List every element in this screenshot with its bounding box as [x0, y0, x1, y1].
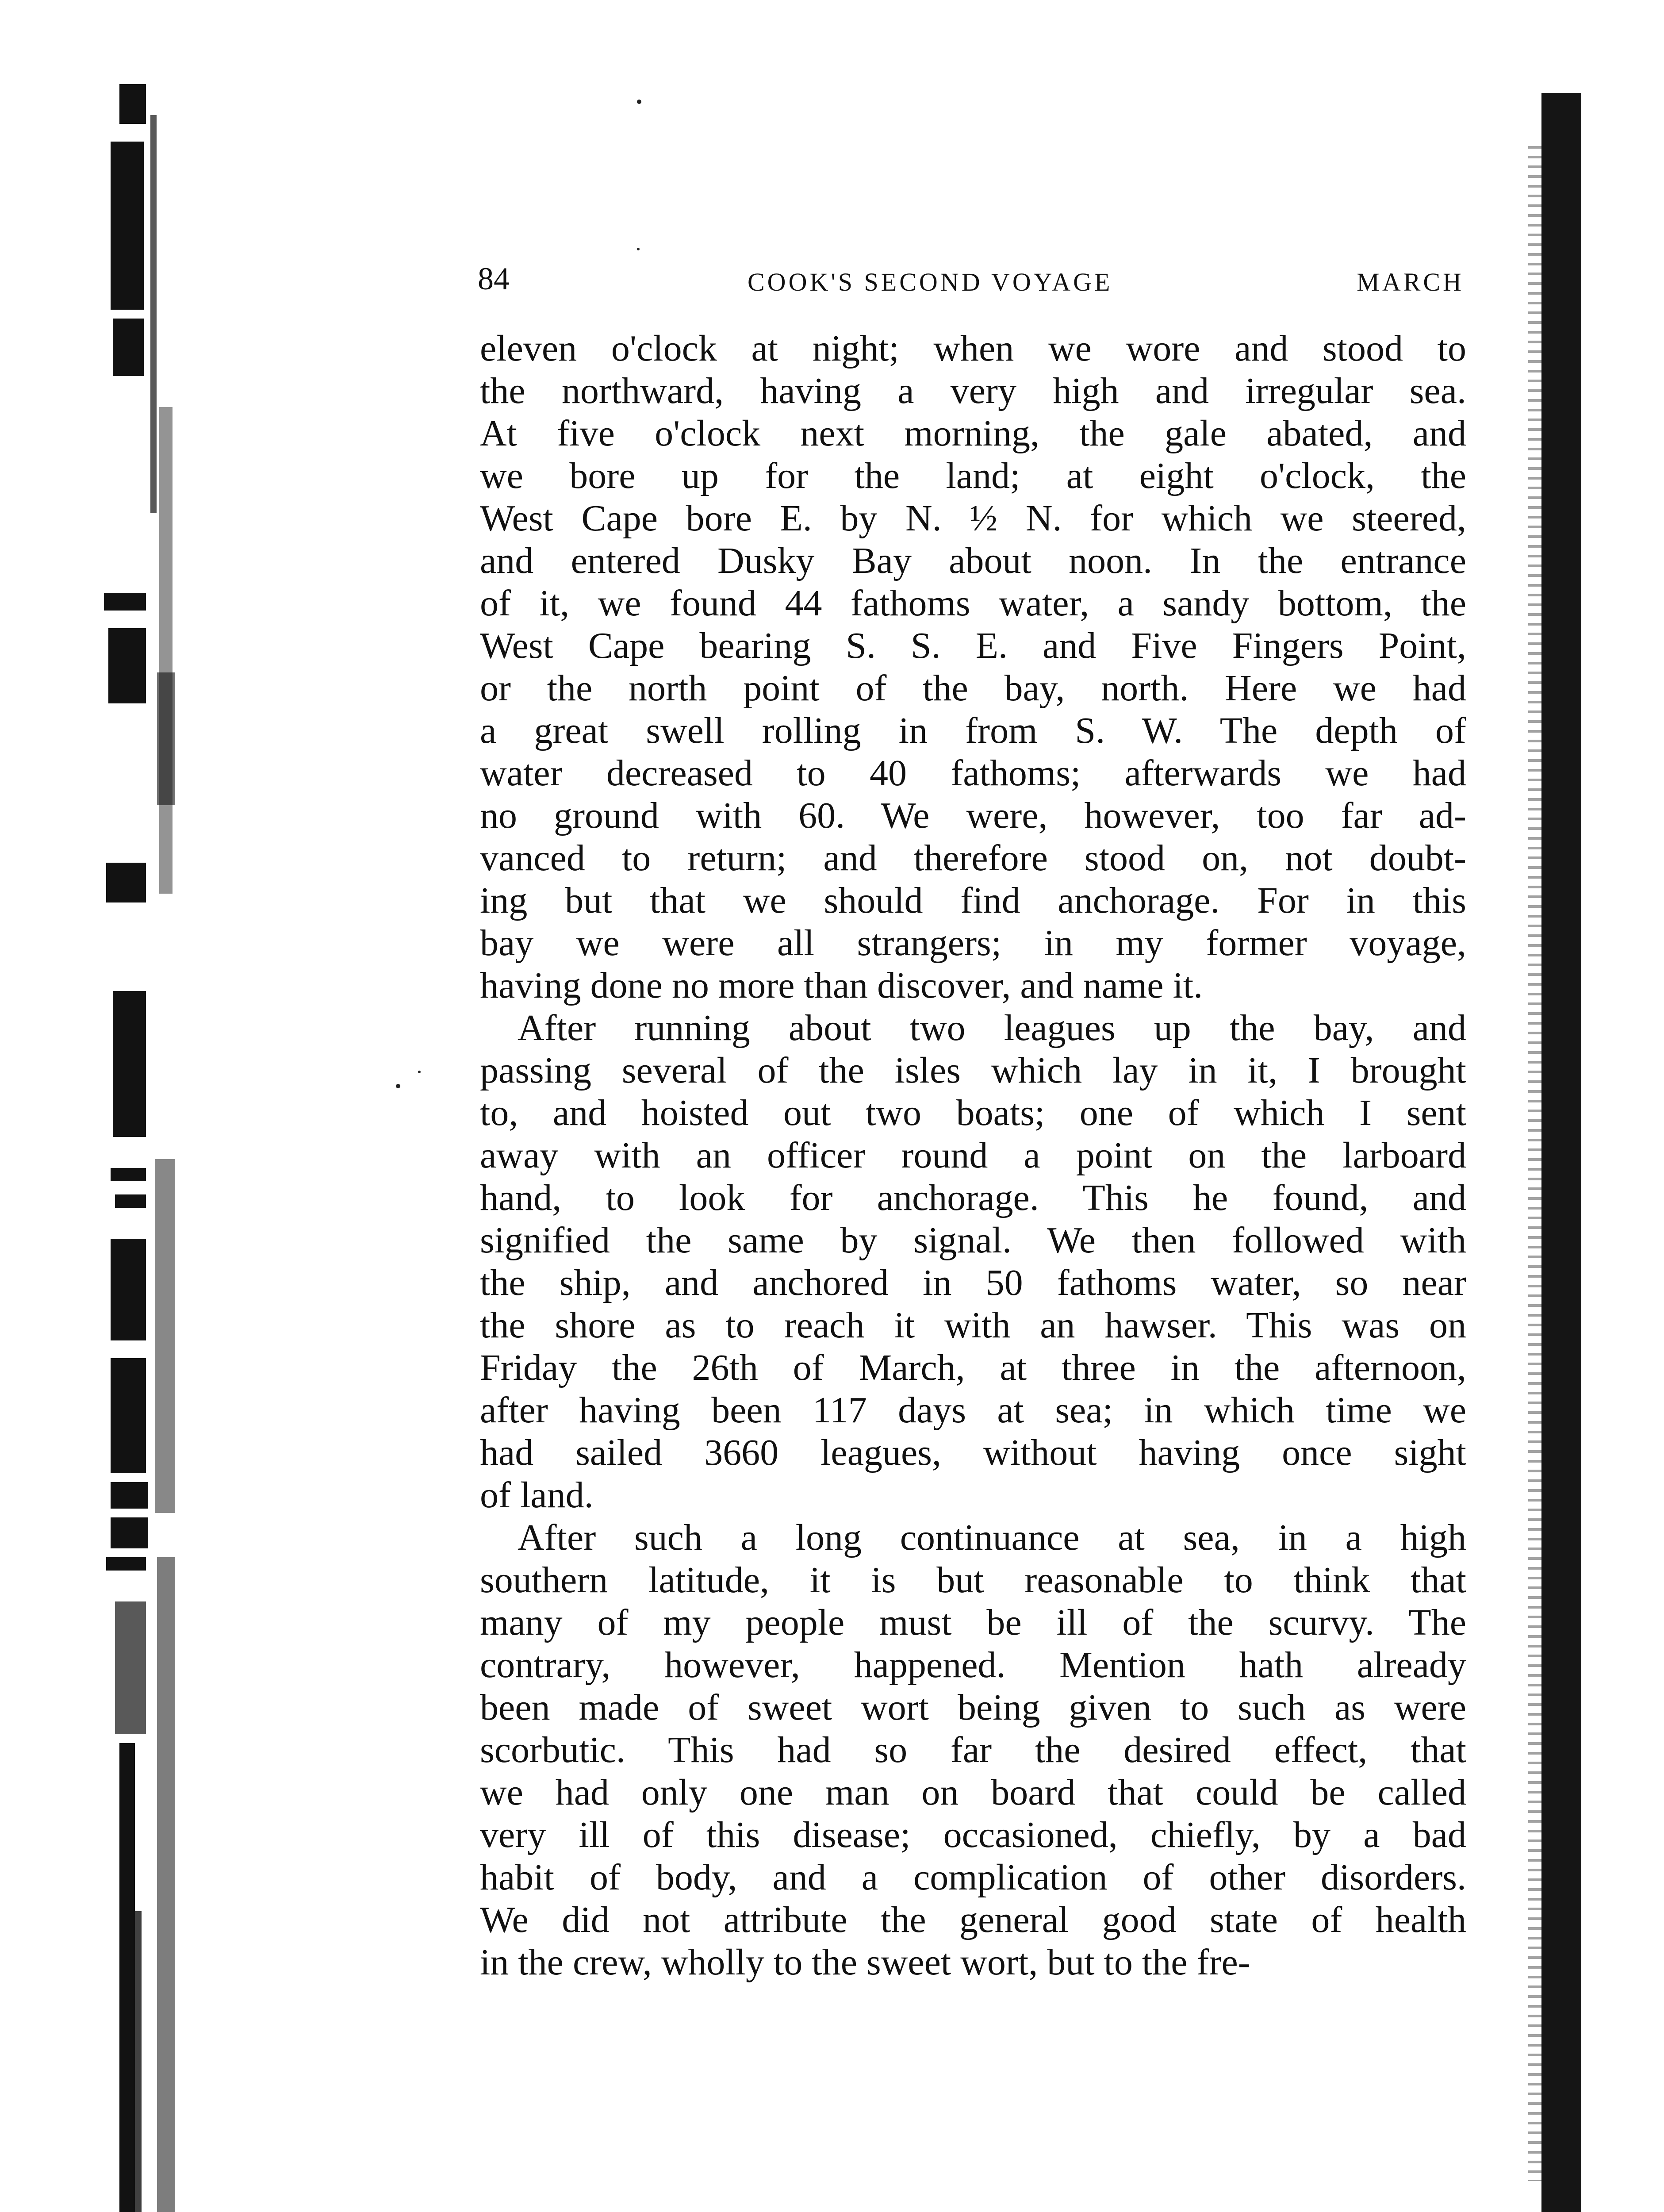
text-line: or the north point of the bay, north. Here we had: [480, 668, 1466, 709]
text-line: been made of sweet wort being given to such as were: [480, 1687, 1466, 1728]
text-line: we bore up for the land; at eight o'clock, the: [480, 455, 1466, 496]
body-text: [480, 327, 1466, 1984]
text-line: away with an officer round a point on the larboard: [480, 1135, 1466, 1176]
text-line: West Cape bore E. by N. ½ N. for which we steered,: [480, 498, 1466, 539]
text-line: southern latitude, it is but reasonable to think that: [480, 1559, 1466, 1601]
text-line: the ship, and anchored in 50 fathoms water, so near: [480, 1262, 1466, 1303]
text-line: having done no more than discover, and name it.: [480, 965, 1203, 1006]
text-line: signified the same by signal. We then followed with: [480, 1220, 1466, 1261]
text-line: many of my people must be ill of the scurvy. The: [480, 1602, 1466, 1643]
text-line: eleven o'clock at night; when we wore and stood to: [480, 328, 1466, 369]
page-right-edge: [1541, 93, 1581, 2212]
text-line: ing but that we should find anchorage. For in this: [480, 880, 1466, 921]
text-line: scorbutic. This had so far the desired effect, that: [480, 1729, 1466, 1770]
text-line: very ill of this disease; occasioned, chiefly, by a bad: [480, 1814, 1466, 1855]
text-line: had sailed 3660 leagues, without having once sight: [480, 1432, 1466, 1473]
paragraph: [480, 1517, 1466, 1984]
text-line: We did not attribute the general good state of health: [480, 1899, 1466, 1940]
running-month: MARCH: [1357, 268, 1464, 296]
text-line: water decreased to 40 fathoms; afterwards we had: [480, 753, 1466, 794]
text-line: no ground with 60. We were, however, too far ad-: [480, 795, 1466, 836]
text-line: after having been 117 days at sea; in which time we: [480, 1390, 1466, 1431]
text-line: At five o'clock next morning, the gale abated, and: [480, 413, 1466, 454]
text-line: vanced to return; and therefore stood on, not doubt-: [480, 837, 1466, 879]
stray-mark: [637, 100, 641, 104]
text-line: to, and hoisted out two boats; one of which I sent: [480, 1092, 1466, 1133]
text-line: the northward, having a very high and irregular sea.: [480, 370, 1466, 411]
text-line: After running about two leagues up the bay, and: [518, 1007, 1466, 1048]
paragraph: [480, 1007, 1466, 1517]
text-line: hand, to look for anchorage. This he found, and: [480, 1177, 1466, 1218]
text-line: a great swell rolling in from S. W. The depth of: [480, 710, 1466, 751]
text-line: of it, we found 44 fathoms water, a sandy bottom, the: [480, 583, 1466, 624]
running-header: [478, 259, 1473, 299]
stray-mark: [637, 248, 640, 250]
page-number: 84: [478, 261, 510, 296]
text-line: West Cape bearing S. S. E. and Five Fingers Point,: [480, 625, 1466, 666]
text-line: the shore as to reach it with an hawser. This was on: [480, 1305, 1466, 1346]
text-line: passing several of the isles which lay in it, I brought: [480, 1050, 1466, 1091]
running-title: COOK'S SECOND VOYAGE: [748, 268, 1113, 296]
binding-gutter-artifacts: [102, 53, 199, 2212]
text-line: bay we were all strangers; in my former voyage,: [480, 922, 1466, 964]
text-line: habit of body, and a complication of other disorders.: [480, 1857, 1466, 1898]
text-line: we had only one man on board that could be called: [480, 1772, 1466, 1813]
stray-mark: [396, 1084, 400, 1088]
text-line: contrary, however, happened. Mention hath already: [480, 1644, 1466, 1686]
text-line: of land.: [480, 1475, 594, 1516]
text-line: in the crew, wholly to the sweet wort, but to the fre-: [480, 1942, 1250, 1983]
text-line: and entered Dusky Bay about noon. In the entrance: [480, 540, 1466, 581]
page-right-edge-fringe: [1528, 146, 1541, 2181]
text-line: Friday the 26th of March, at three in the afternoon,: [480, 1347, 1466, 1388]
text-line: After such a long continuance at sea, in a high: [518, 1517, 1466, 1558]
stray-mark: [418, 1071, 421, 1073]
paragraph: [480, 327, 1466, 1007]
